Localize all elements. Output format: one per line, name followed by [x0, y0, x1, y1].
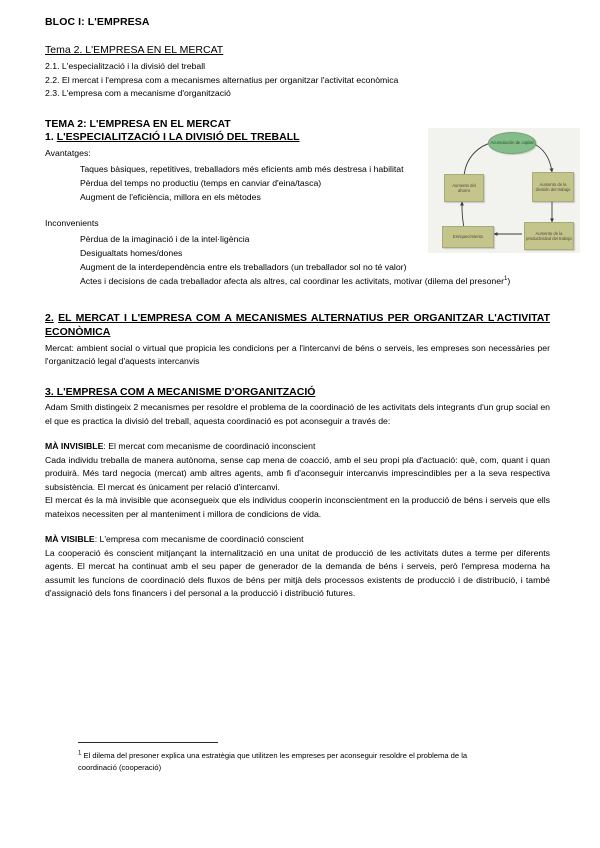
- section-2-title: EL MERCAT I L'EMPRESA COM A MECANISMES ALTERNATIUS PER ORGANITZAR L'ACTIVITAT ECONÒMICA: [45, 312, 551, 338]
- footnote-text: [78, 750, 498, 774]
- list-item-with-footnote: [45, 274, 555, 288]
- toc-item-2: 2.2. El mercat i l'empresa com a mecanismes alternatius per organitzar l'activitat econòmica: [45, 74, 399, 85]
- section-2-paragraph: Mercat: ambient social o virtual que propicia les condicions per a l'intercanvi de béns o serveis, les empreses son necessàries per l'organització legal d'aquests intercanvis: [45, 342, 550, 367]
- footnote-separator: [78, 742, 218, 743]
- section-1-title: L'ESPECIALITZACIÓ I LA DIVISIÓ DEL TREBALL: [56, 131, 300, 144]
- toc-item-3: 2.3. L'empresa com a mecanisme d'organització: [45, 88, 231, 99]
- bloc-title: BLOC I: L'EMPRESA: [45, 16, 150, 28]
- footnote-body: El dilema del presoner explica una estratègia que utilitzen les empreses per aconseguir resoldre el problema de la coordinació (cooperació): [78, 751, 468, 772]
- advantages-label: Avantatges:: [45, 148, 91, 159]
- list-item: Pèrdua del temps no productiu (temps en canviar d'eina/tasca): [80, 178, 322, 189]
- toc-item-1: 2.1. L'especialització i la divisió del treball: [45, 61, 206, 72]
- footnote-marker: 1: [78, 750, 82, 757]
- diagram-node-aumento-division-trabajo: Aumento de la división del trabajo: [532, 172, 574, 202]
- visible-hand-definition-text: : L'empresa com mecanisme de coordinació conscient: [94, 534, 304, 545]
- diagram-node-aumento-productividad: Aumento de la productividad del trabajo: [524, 222, 574, 250]
- section-3-number: 3.: [45, 385, 54, 398]
- capital-accumulation-diagram: [428, 128, 580, 253]
- invisible-hand-paragraph-1: Cada individu treballa de manera autònoma, sense cap mena de coacció, amb el seu propi pla d'actuació: què, com, quant i quan produirà. Més tard negocia (mercat) amb altres agents, amb fi d'aconseguir intercanvis imprescindibles per a la seva respectiva subsistència. El mercat és únicament per relació d'intercanvi.: [45, 454, 550, 492]
- tema-link-heading: Tema 2. L'EMPRESA EN EL MERCAT: [45, 44, 224, 57]
- invisible-hand-definition: [45, 440, 550, 453]
- list-item: Desigualtats homes/dones: [80, 247, 183, 258]
- section-2-heading: [45, 312, 550, 340]
- section-3-paragraph: Adam Smith distingeix 2 mecanismes per resoldre el problema de la coordinació de les activitats dels integrants d'un grup social en el que es practica la divisió del treball, aquesta coordinació es pot aconseguir a través de:: [45, 402, 550, 426]
- visible-hand-definition: [45, 533, 550, 546]
- section-3-heading: [45, 386, 555, 400]
- diagram-node-acumulacion-de-capital: Acumulación de capital: [488, 132, 536, 154]
- tema-heading: TEMA 2: L'EMPRESA EN EL MERCAT: [45, 117, 231, 130]
- invisible-hand-label: MÀ INVISIBLE: [45, 441, 104, 452]
- list-item-text: Actes i decisions de cada treballador afecta als altres, cal coordinar les activitats, motivar (dilema del presoner: [80, 276, 504, 287]
- drawbacks-label: Inconvenients: [45, 217, 99, 228]
- section-3-title: L'EMPRESA COM A MECANISME D'ORGANITZACIÓ: [56, 385, 316, 398]
- section-2-number: 2.: [45, 312, 54, 325]
- list-item: Pèrdua de la imaginació i de la intel·ligència: [80, 233, 250, 244]
- invisible-hand-paragraph-2: El mercat és la mà invisible que aconsegueix que els individus cooperin inconscientment en la producció de béns i serveis que ells mateixos necessiten per al manteniment i millora de condicions de vida.: [45, 495, 550, 519]
- visible-hand-label: MÀ VISIBLE: [45, 534, 95, 545]
- list-item: Augment de l'eficiència, millora en els mètodes: [80, 192, 261, 203]
- visible-hand-paragraph-1: La cooperació és conscient mitjançant la internalització en una unitat de producció de les activitats dutes a terme per diferents agents. El mercat ha continuat amb el seu paper de generador de la demanda de béns i serveis, però l'empresa moderna ha assumit les funcions de coordinació dels fluxos de béns per mitjà dels processos existents de producció i de distribució, i també d'assignació dels fons financers i del personal a la producció i distribució futures.: [45, 547, 550, 599]
- list-item: Taques bàsiques, repetitives, treballadors més eficients amb més destresa i habilitat: [80, 164, 404, 175]
- diagram-node-enriquecimiento: Enriquecimiento: [442, 226, 494, 248]
- document-content: [45, 16, 555, 601]
- diagram-node-aumento-del-ahorro: Aumento del ahorro: [444, 174, 484, 202]
- list-item-tail: ): [507, 276, 511, 287]
- list-item: Augment de la interdependència entre els treballadors (un treballador sol no té valor): [80, 261, 407, 272]
- footnote-block: [78, 742, 498, 774]
- section-1-number: 1.: [45, 131, 54, 144]
- invisible-hand-definition-text: : El mercat com mecanisme de coordinació inconscient: [103, 441, 316, 452]
- footnote-reference[interactable]: 1: [503, 276, 508, 283]
